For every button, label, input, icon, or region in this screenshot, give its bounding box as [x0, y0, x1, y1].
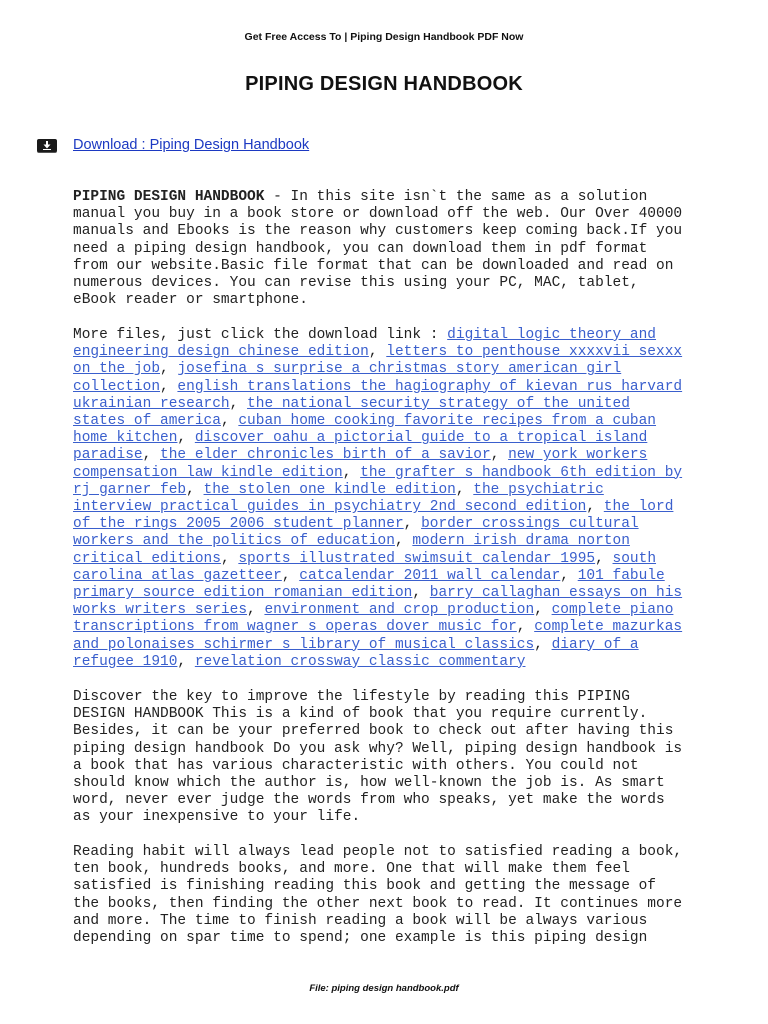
more-files-link[interactable]: modern irish drama norton critical editions	[73, 533, 630, 567]
more-files-link[interactable]: barry callaghan essays on his works writers series	[73, 585, 683, 619]
footer-filename: File: piping design handbook.pdf	[309, 983, 459, 994]
intro-bold-title: PIPING DESIGN HANDBOOK	[73, 189, 265, 205]
more-files-link[interactable]: the grafter s handbook 6th edition by rj garner feb	[73, 464, 683, 498]
more-files-link[interactable]: catcalendar 2011 wall calendar	[299, 567, 561, 584]
more-files-link[interactable]: new york workers compensation law kindle edition	[73, 447, 648, 481]
more-files-link[interactable]: sports illustrated swimsuit calendar 1995	[238, 550, 596, 567]
discover-text: Discover the key to improve the lifestyle by reading this PIPING DESIGN HANDBOOK This is a kind of book that you require currently. Besides, it can be your preferred book to check out after having this piping design handbook Do you ask why? Well, piping design handbook is a book that has various characteristic with others. You could not should know which the author is, how well-known the job is. As smart word, never ever judge the words from who speaks, yet make the words as your inexpensive to your life.	[73, 689, 683, 826]
more-files-link[interactable]: revelation crossway classic commentary	[194, 653, 526, 670]
more-files-link[interactable]: letters to penthouse xxxxvii sexxx on the job	[73, 344, 683, 378]
more-files-link[interactable]: the lord of the rings 2005 2006 student planner	[73, 499, 674, 533]
more-files-link[interactable]: complete mazurkas and polonaises schirmer s library of musical classics	[73, 619, 683, 653]
download-row	[37, 137, 309, 153]
more-files-link[interactable]: digital logic theory and engineering design chinese edition	[73, 327, 657, 361]
more-files-link[interactable]: the national security strategy of the united states of america	[73, 395, 630, 430]
more-files-paragraph	[73, 327, 729, 671]
more-files-lead: More files, just click the download link :	[73, 327, 448, 343]
more-files-link[interactable]: border crossings cultural workers and the politics of education	[73, 516, 639, 550]
intro-text: - In this site isn`t the same as a solution manual you buy in a book store or download off the web. Our Over 40000 manuals and Ebooks is the reason why customers keep coming back.If you need a piping design handbook, you can download them in pdf format from our website.Basic file format that can be downloaded and read on numerous devices. You can revise this using your PC, MAC, tablet, eBook reader or smartphone.	[73, 189, 683, 309]
more-files-link[interactable]: south carolina atlas gazetteer	[73, 550, 657, 584]
reading-text: Reading habit will always lead people not to satisfied reading a book, ten book, hundreds books, and more. One that will make them feel satisfied is finishing reading this book and getting the message of the books, then finding the other next book to read. It continues more and more. The time to finish reading a book will be always various depending on spar time to spend; one example is this piping design	[73, 844, 683, 947]
more-files-link[interactable]: the elder chronicles birth of a savior	[160, 447, 491, 464]
more-files-link[interactable]: diary of a refugee 1910	[73, 636, 639, 670]
more-files-link[interactable]: cuban home cooking favorite recipes from a cuban home kitchen	[73, 413, 657, 447]
more-files-text: More files, just click the download link : digital logic theory and engineering design chinese edition, letters to penthouse xxxxvii sexxx on the job, josefina s surprise a christmas story american girl collection, english translations the hagiography of kievan rus harvard ukrainian research, the national security strategy of the united states of america, cuban home cooking favorite recipes from a cuban home kitchen, discover oahu a pictorial guide to a tropical island paradise, the elder chronicles birth of a savior, new york workers compensation law kindle edition, the grafter s handbook 6th edition by rj garner feb, the stolen one kindle edition, the psychiatric interview practical guides in psychiatry 2nd second edition, the lord of the rings 2005 2006 student planner, border crossings cultural workers and the politics of education, modern irish drama norton critical editions, sports illustrated swimsuit calendar 1995, south carolina atlas gazetteer, catcalendar 2011 wall calendar, 101 fabule primary source edition romanian edition, barry callaghan essays on his works writers series, environment and crop production, complete piano transcriptions from wagner s operas dover music for, complete mazurkas and polonaises schirmer s library of musical classics, diary of a refugee 1910, revelation crossway classic commentary	[73, 327, 683, 670]
page-title: PIPING DESIGN HANDBOOK	[245, 73, 523, 95]
discover-paragraph	[73, 689, 729, 827]
more-files-link[interactable]: discover oahu a pictorial guide to a tropical island paradise	[73, 430, 648, 464]
top-banner: Get Free Access To | Piping Design Handbook PDF Now	[244, 31, 524, 43]
more-files-link[interactable]: josefina s surprise a christmas story american girl collection	[73, 361, 622, 395]
more-files-link[interactable]: the psychiatric interview practical guides in psychiatry 2nd second edition	[73, 481, 604, 516]
more-files-link[interactable]: english translations the hagiography of kievan rus harvard ukrainian research	[73, 378, 683, 412]
intro-paragraph	[73, 189, 729, 309]
download-arrow-icon[interactable]	[37, 139, 57, 152]
more-files-link[interactable]: the stolen one kindle edition	[203, 481, 456, 498]
download-link[interactable]: Download : Piping Design Handbook	[73, 137, 310, 153]
more-files-link[interactable]: 101 fabule primary source edition romanian edition	[73, 567, 665, 602]
more-files-link[interactable]: environment and crop production	[264, 602, 535, 619]
more-files-link[interactable]: complete piano transcriptions from wagner s operas dover music for	[73, 602, 674, 636]
reading-paragraph	[73, 844, 729, 947]
